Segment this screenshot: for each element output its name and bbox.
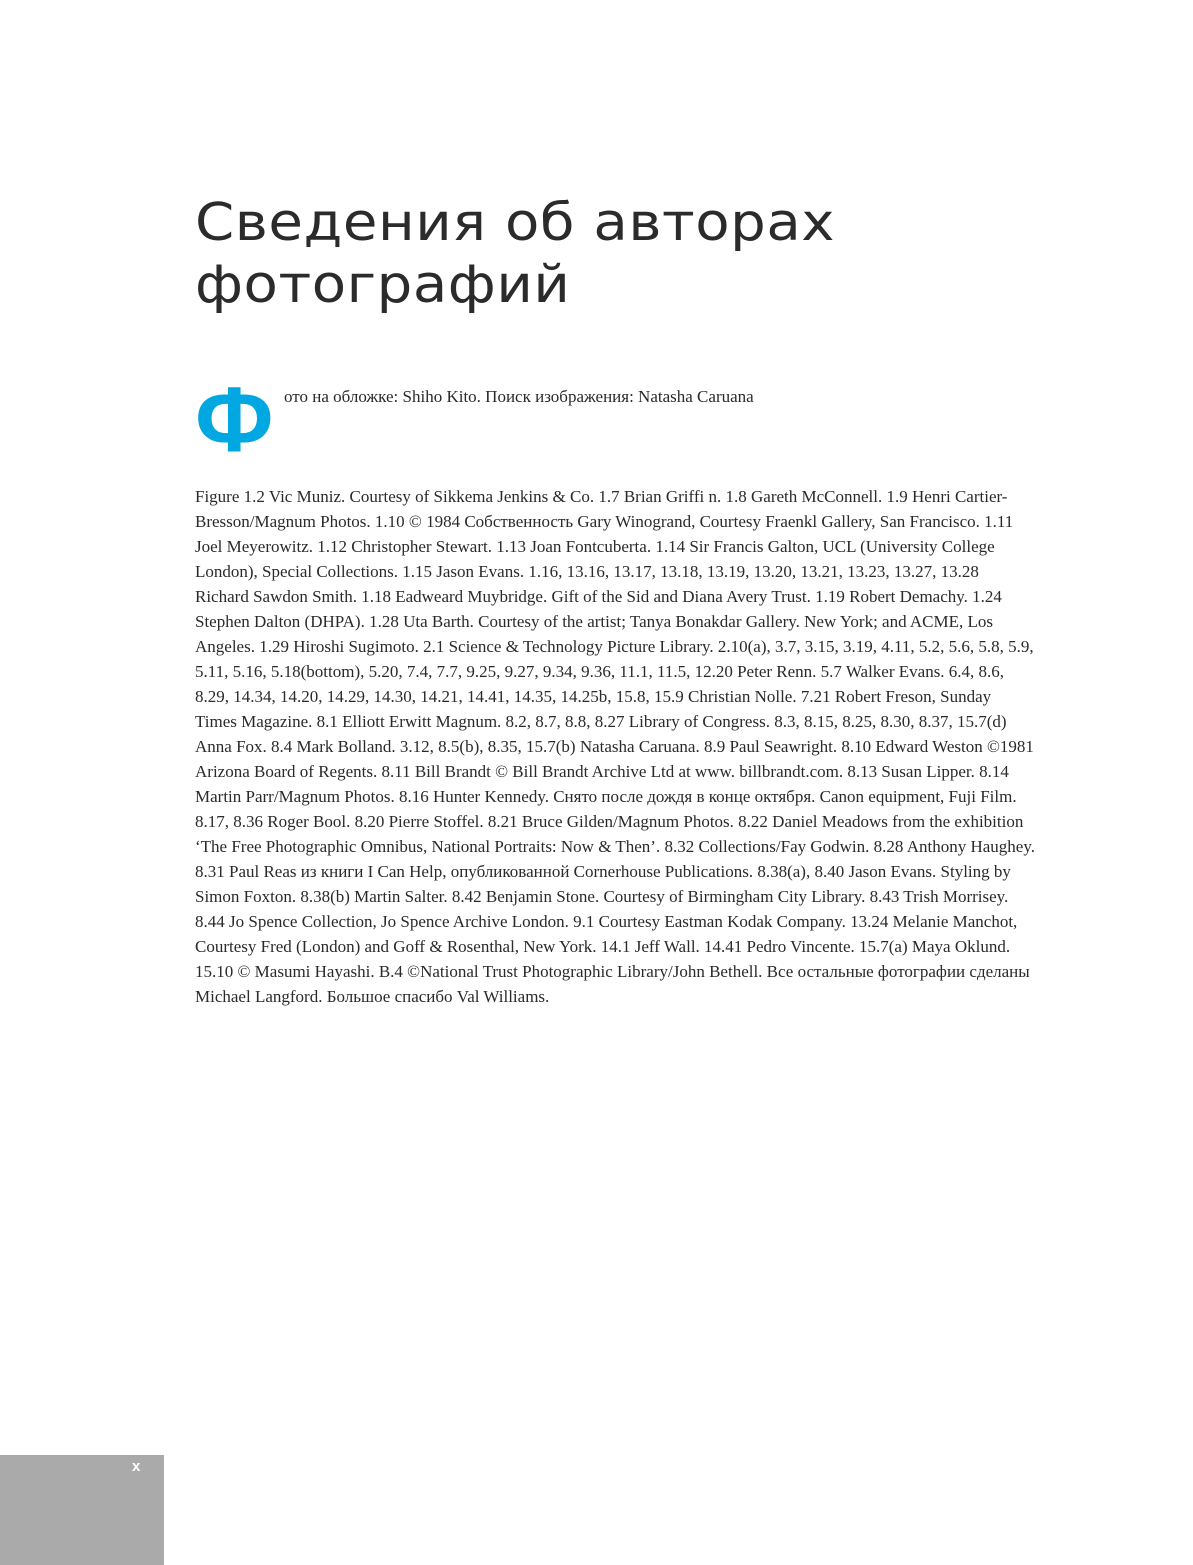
- intro-paragraph: [195, 369, 1075, 471]
- intro-text: ото на обложке: Shiho Kito. Поиск изображения: Natasha Caruana: [284, 387, 754, 406]
- drop-cap: Ф: [195, 369, 274, 471]
- page-title: [195, 192, 1167, 316]
- page-title-line-1: Сведения об авторах: [195, 193, 836, 253]
- photo-credits-text: Figure 1.2 Vic Muniz. Courtesy of Sikkema Jenkins & Co. 1.7 Brian Griffi n. 1.8 Gareth McConnell. 1.9 Henri Cartier-Bresson/Magnum Photos. 1.10 © 1984 Собственность Gary Winogrand, Courtesy Fraenkl Gallery, San Francisco. 1.11 Joel Meyerowitz. 1.12 Christopher Stewart. 1.13 Joan Fontcuberta. 1.14 Sir Francis Galton, UCL (University College London), Special Collections. 1.15 Jason Evans. 1.16, 13.16, 13.17, 13.18, 13.19, 13.20, 13.21, 13.23, 13.27, 13.28 Richard Sawdon Smith. 1.18 Eadweard Muybridge. Gift of the Sid and Diana Avery Trust. 1.19 Robert Demachy. 1.24 Stephen Dalton (DHPA). 1.28 Uta Barth. Courtesy of the artist; Tanya Bonakdar Gallery. New York; and ACME, Los Angeles. 1.29 Hiroshi Sugimoto. 2.1 Science & Technology Picture Library. 2.10(a), 3.7, 3.15, 3.19, 4.11, 5.2, 5.6, 5.8, 5.9, 5.11, 5.16, 5.18(bottom), 5.20, 7.4, 7.7, 9.25, 9.27, 9.34, 9.36, 11.1, 11.5, 12.20 Peter Renn. 5.7 Walker Evans. 6.4, 8.6, 8.29, 14.34, 14.20, 14.29, 14.30, 14.21, 14.41, 14.35, 14.25b, 15.8, 15.9 Christian Nolle. 7.21 Robert Freson, Sunday Times Magazine. 8.1 Elliott Erwitt Magnum. 8.2, 8.7, 8.8, 8.27 Library of Congress. 8.3, 8.15, 8.25, 8.30, 8.37, 15.7(d) Anna Fox. 8.4 Mark Bolland. 3.12, 8.5(b), 8.35, 15.7(b) Natasha Caruana. 8.9 Paul Seawright. 8.10 Edward Weston ©1981 Arizona Board of Regents. 8.11 Bill Brandt © Bill Brandt Archive Ltd at www. billbrandt.com. 8.13 Susan Lipper. 8.14 Martin Parr/Magnum Photos. 8.16 Hunter Kennedy. Снято после дождя в конце октября. Canon equipment, Fuji Film. 8.17, 8.36 Roger Bool. 8.20 Pierre Stoffel. 8.21 Bruce Gilden/Magnum Photos. 8.22 Daniel Meadows from the exhibition ‘The Free Photographic Omnibus, National Portraits: Now & Then’. 8.32 Collections/Fay Godwin. 8.28 Anthony Haughey. 8.31 Paul Reas из книги I Can Help, опубликованной Cornerhouse Publications. 8.38(a), 8.40 Jason Evans. Styling by Simon Foxton. 8.38(b) Martin Salter. 8.42 Benjamin Stone. Courtesy of Birmingham City Library. 8.43 Trish Morrisey. 8.44 Jo Spence Collection, Jo Spence Archive London. 9.1 Courtesy Eastman Kodak Company. 13.24 Melanie Manchot, Courtesy Fred (London) and Goff & Rosenthal, New York. 14.1 Jeff Wall. 14.41 Pedro Vincente. 15.7(a) Maya Oklund. 15.10 © Masumi Hayashi. B.4 ©National Trust Photographic Library/John Bethell. Все остальные фотографии сделаны Michael Langford. Большое спасибо Val Williams.: [195, 487, 1035, 1006]
- page-number: x: [132, 1458, 141, 1475]
- page-title-line-2: фотографий: [195, 255, 571, 315]
